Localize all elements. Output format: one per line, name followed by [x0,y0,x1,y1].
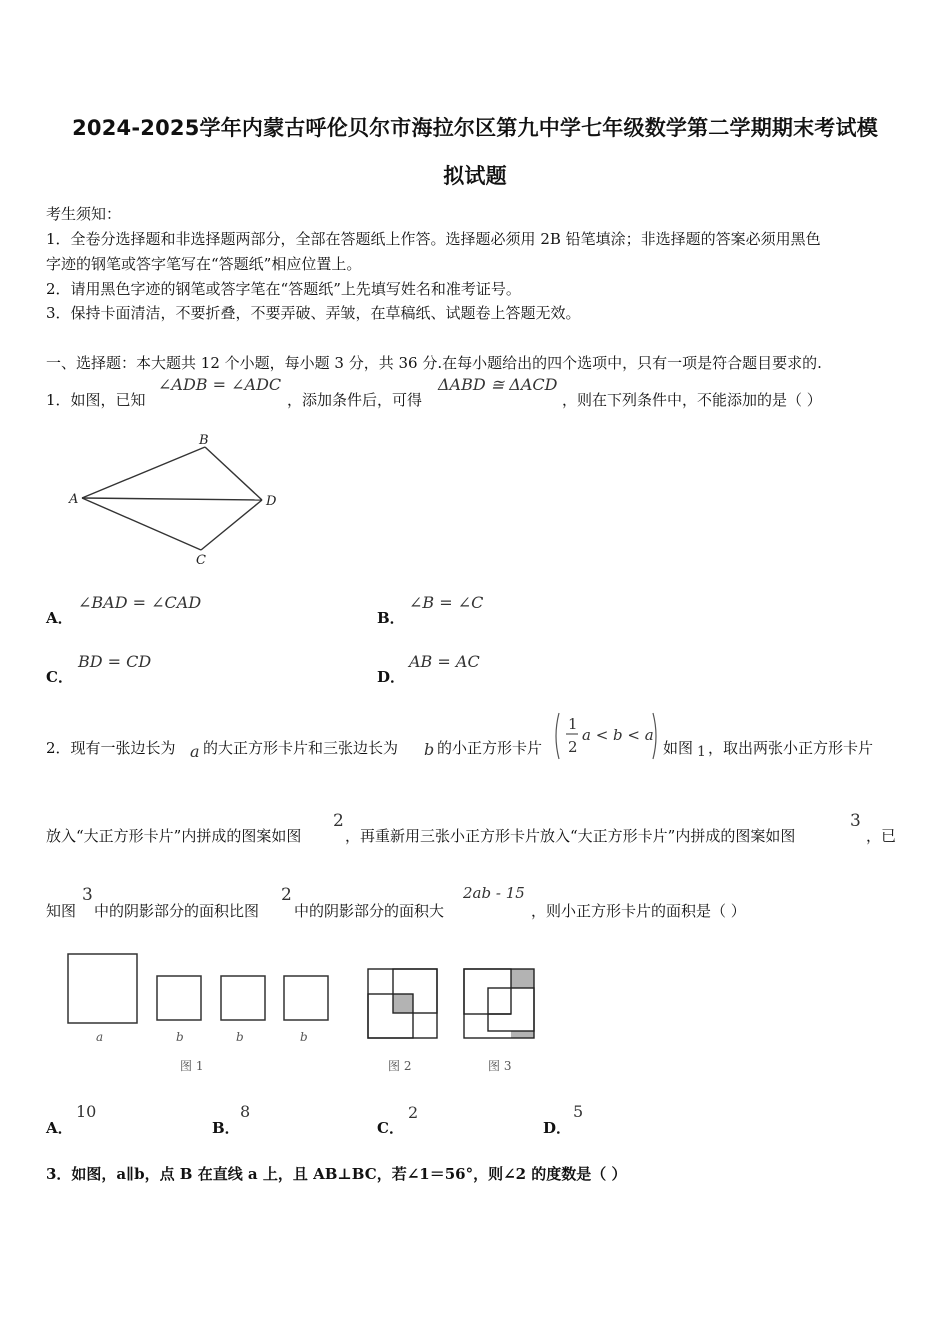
fig2 [368,969,437,1038]
q2-line1-fig: 如图 [663,739,694,757]
q2-line3-n2: 2 [281,885,292,905]
q2-line1-mid: 的大正方形卡片和三张边长为 [203,739,399,757]
fig2-shade [393,994,413,1013]
q1-option-c-text: BD = CD [78,652,152,671]
q1-suffix: ，则在下列条件中，不能添加的是（ ） [562,391,822,409]
q2-line1-prefix: 2．现有一张边长为 [46,739,176,757]
fig1-label-b1: b [176,1030,184,1044]
q1-condition: ∠ADB = ∠ADC [158,375,282,394]
q2-line3-mid2: 中的阴影部分的面积大 [294,902,445,920]
q2-line1-suffix: ，取出两张小正方形卡片 [708,739,874,757]
fig1-label-b3: b [300,1030,308,1044]
fig3 [464,969,534,1038]
fig2-caption: 图 2 [388,1059,412,1073]
q2-line2-n3: 3 [850,811,861,831]
point-label-a: A [69,492,79,507]
q1-figure [60,430,300,570]
section-heading: 一、选择题：本大题共 12 个小题，每小题 3 分，共 36 分.在每小题给出的四个选项中，只有一项是符合题目要求的. [46,354,822,372]
q2-option-d-letter[interactable]: D． [543,1119,572,1137]
q2-option-b-text: 8 [240,1102,251,1121]
q1-option-b-text: ∠B = ∠C [409,593,484,612]
q1-option-a-text: ∠BAD = ∠CAD [78,593,202,612]
segment-ab [82,447,205,498]
q1-option-d-text: AB = AC [409,652,480,671]
fig1-big-square [68,954,137,1023]
q2-option-d-text: 5 [573,1102,584,1121]
fig3-caption: 图 3 [488,1059,512,1073]
q2-option-c-text: 2 [408,1103,419,1122]
point-label-d: D [266,494,277,509]
notice-item-1a: 1．全卷分选择题和非选择题两部分，全部在答题纸上作答。选择题必须用 2B 铅笔填涂；非选择题的答案必须用黑色 [46,230,821,248]
fig3-shade-bottom [511,1031,534,1038]
q2-line3-expr: 2ab - 15 [463,884,525,902]
q2-line1-n1: 1 [697,744,706,760]
point-label-c: C [196,553,206,568]
q2-line3-suffix: ，则小正方形卡片的面积是（ ） [531,902,746,920]
fig1-small-square-3 [284,976,328,1020]
q2-figures [60,945,550,1080]
page-title-line2: 拟试题 [443,164,507,188]
q2-line3-mid: 中的阴影部分的面积比图 [94,902,260,920]
segment-bd [205,447,262,500]
q1-conclusion: ΔABD ≅ ΔACD [438,375,558,394]
q1-option-a-letter[interactable]: A． [46,609,73,627]
q1-option-c-letter[interactable]: C． [46,668,73,686]
fig1-label-b2: b [236,1030,244,1044]
fig1-small-square-2 [221,976,265,1020]
segment-ac [82,498,201,550]
q2-line3-n3: 3 [82,885,93,905]
q1-prefix: 1．如图，已知 [46,391,146,409]
q2-line1-mid2: 的小正方形卡片 [437,739,543,757]
q1-mid: ，添加条件后，可得 [287,391,423,409]
q2-line2-suffix: ，已 [866,827,897,845]
q2-line2-n2: 2 [333,811,344,831]
q2-option-a-letter[interactable]: A． [46,1119,73,1137]
q2-line3-prefix: 知图 [46,902,77,920]
q2-line2-prefix: 放入“大正方形卡片”内拼成的图案如图 [46,827,302,845]
fig1-label-a: a [96,1030,104,1044]
inequality-rest: a < b < a [582,726,654,744]
q2-var-b: b [424,740,435,759]
q2-option-b-letter[interactable]: B． [212,1119,240,1137]
fig1-small-square-1 [157,976,201,1020]
segment-ad [82,498,262,500]
fig3-shade-top [511,969,534,988]
notice-item-3: 3．保持卡面清洁，不要折叠，不要弄破、弄皱，在草稿纸、试题卷上答题无效。 [46,304,581,322]
segment-cd [201,500,262,550]
notice-heading: 考生须知： [46,205,122,223]
notice-item-1b: 字迹的钢笔或答字笔写在“答题纸”相应位置上。 [46,255,362,273]
fraction-denominator: 2 [568,738,578,756]
q1-option-d-letter[interactable]: D． [377,668,406,686]
fig1-caption: 图 1 [180,1059,204,1073]
q2-line2-mid: ，再重新用三张小正方形卡片放入“大正方形卡片”内拼成的图案如图 [345,827,796,845]
q2-inequality [553,710,661,762]
page-title-line1: 2024-2025学年内蒙古呼伦贝尔市海拉尔区第九中学七年级数学第二学期期末考试模 [72,116,878,140]
q2-option-c-letter[interactable]: C． [377,1119,404,1137]
point-label-b: B [199,433,209,448]
notice-item-2: 2．请用黑色字迹的钢笔或答字笔在“答题纸”上先填写姓名和准考证号。 [46,280,521,298]
left-paren [556,713,559,759]
q2-var-a: a [190,742,200,761]
q2-option-a-text: 10 [76,1102,97,1121]
fraction-numerator: 1 [568,715,578,733]
q3-text: 3．如图，a∥b，点 B 在直线 a 上，且 AB⊥BC，若∠1＝56°，则∠2 的度数是（ ） [46,1165,627,1183]
q1-option-b-letter[interactable]: B． [377,609,405,627]
